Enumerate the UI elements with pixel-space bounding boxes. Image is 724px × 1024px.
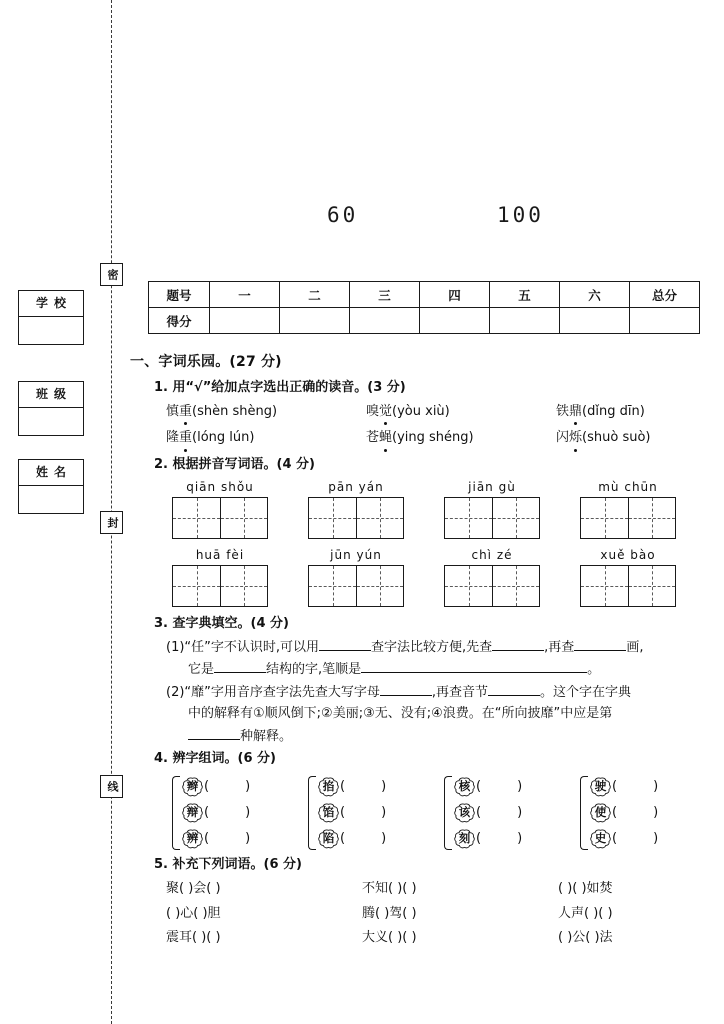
pinyin-label: jūn yún	[330, 548, 382, 562]
word-char: 闪	[556, 430, 570, 445]
character-entry	[318, 774, 438, 800]
dict-text: (2)“靡”字用音序查字法先查大写字母	[166, 684, 380, 700]
character-group-3	[438, 774, 574, 852]
info-label-class: 班级	[19, 382, 83, 408]
pinyin-label: chì zé	[471, 548, 513, 562]
character-entry	[318, 826, 438, 852]
pinyin-options: (dǐng dīn)	[582, 403, 645, 419]
tianzige-box[interactable]	[580, 565, 676, 607]
character-glyph: 辨	[186, 830, 199, 845]
flower-outline-icon	[182, 777, 203, 797]
fill-blank[interactable]	[361, 659, 587, 673]
dictionary-item-2-line-1	[166, 682, 710, 703]
idiom-item[interactable]: 腾( )驾( )	[362, 905, 417, 921]
idiom-item[interactable]: ( )公( )法	[558, 930, 613, 945]
score-table	[148, 281, 700, 334]
pronunciation-row-2	[166, 428, 710, 448]
dotted-char: 重	[179, 428, 192, 448]
pinyin-grid-row-2	[166, 546, 710, 607]
exam-content	[130, 352, 710, 953]
fill-blank[interactable]	[488, 682, 540, 696]
pronunciation-item[interactable]	[366, 402, 556, 422]
score-col-header-2: 二	[280, 282, 350, 308]
answer-parenthesis[interactable]: ( )	[612, 804, 659, 820]
fill-blank[interactable]	[380, 682, 432, 696]
dict-text: 。这个字在字典	[540, 684, 632, 700]
answer-parenthesis[interactable]: ( )	[340, 804, 387, 820]
dictionary-item-2-line-3	[166, 726, 710, 747]
score-cell-total[interactable]	[630, 308, 700, 334]
pinyin-options: (lóng lún)	[192, 430, 255, 445]
pinyin-grid-group	[166, 478, 302, 539]
question-4-body	[166, 774, 710, 852]
character-group-4	[574, 774, 710, 852]
character-glyph: 使	[594, 804, 607, 819]
score-cell-2[interactable]	[280, 308, 350, 334]
idiom-item[interactable]: 聚( )会( )	[166, 881, 221, 896]
pinyin-label: qiān shǒu	[186, 480, 254, 494]
answer-parenthesis[interactable]: ( )	[476, 830, 523, 846]
score-col-header-3: 三	[350, 282, 420, 308]
character-entry	[454, 774, 574, 800]
dictionary-item-2-line-2	[166, 704, 710, 724]
score-row-label-score: 得分	[149, 308, 210, 334]
info-box-name	[18, 459, 84, 514]
section-title-1: 一、字词乐园。(27 分)	[130, 354, 282, 370]
answer-parenthesis[interactable]: ( )	[612, 830, 659, 846]
pronunciation-item[interactable]	[166, 402, 366, 422]
dict-text: 种解释。	[240, 728, 293, 744]
seal-mark-feng: 封	[100, 511, 123, 534]
brace-bracket	[172, 776, 180, 850]
character-glyph: 掐	[322, 778, 335, 793]
character-glyph: 馅	[322, 804, 335, 819]
character-glyph: 史	[594, 830, 607, 845]
character-entry	[182, 826, 302, 852]
dictionary-item-1-line-2	[166, 659, 710, 680]
pronunciation-row-1	[166, 402, 710, 422]
brace-bracket	[580, 776, 588, 850]
flower-outline-icon	[318, 803, 339, 823]
character-entry	[454, 800, 574, 826]
dotted-char: 重	[179, 402, 192, 422]
pinyin-grid-group	[302, 478, 438, 539]
fill-blank[interactable]	[214, 659, 266, 673]
answer-parenthesis[interactable]: ( )	[476, 778, 523, 794]
dict-text: (1)“任”字不认识时,可以用	[166, 639, 320, 655]
flower-outline-icon	[182, 829, 203, 849]
score-cell-4[interactable]	[420, 308, 490, 334]
character-group-2	[302, 774, 438, 852]
question-4-title: 4. 辨字组词。(6 分)	[154, 751, 276, 766]
score-cell-1[interactable]	[210, 308, 280, 334]
character-glyph: 刻	[458, 830, 471, 845]
pinyin-grid-group	[438, 546, 574, 607]
idiom-item[interactable]: 大义( )( )	[362, 930, 417, 945]
tianzige-box[interactable]	[308, 497, 404, 539]
pinyin-grid-group	[166, 546, 302, 607]
tianzige-box[interactable]	[172, 565, 268, 607]
character-glyph: 辫	[186, 778, 199, 793]
table-row-scores	[149, 308, 700, 334]
answer-parenthesis[interactable]: ( )	[340, 830, 387, 846]
time-limit-value: 60	[327, 203, 359, 227]
dictionary-item-1-line-1	[166, 637, 710, 658]
character-entry	[454, 826, 574, 852]
score-row-label-question: 题号	[149, 282, 210, 308]
pinyin-grid-row-1	[166, 478, 710, 539]
flower-outline-icon	[454, 777, 475, 797]
answer-parenthesis[interactable]: ( )	[476, 804, 523, 820]
flower-outline-icon	[454, 803, 475, 823]
idiom-item[interactable]: ( )心( )胆	[166, 905, 221, 921]
idiom-item[interactable]: 人声( )( )	[558, 905, 613, 921]
flower-outline-icon	[318, 777, 339, 797]
tianzige-box[interactable]	[172, 497, 268, 539]
seal-mark-xian: 线	[100, 775, 123, 798]
pronunciation-item[interactable]	[166, 428, 366, 448]
tianzige-box[interactable]	[308, 565, 404, 607]
pinyin-options: (shèn shèng)	[192, 403, 278, 419]
fill-blank[interactable]	[492, 637, 544, 651]
flower-outline-icon	[182, 803, 203, 823]
score-cell-6[interactable]	[560, 308, 630, 334]
flower-outline-icon	[318, 829, 339, 849]
pinyin-grid-group	[574, 478, 710, 539]
question-2-title: 2. 根据拼音写词语。(4 分)	[154, 456, 315, 472]
dict-text: 它是	[188, 662, 215, 677]
dict-text: ,再查音节	[431, 684, 489, 700]
character-entry	[590, 774, 710, 800]
pinyin-grid-group	[574, 546, 710, 607]
question-5-title: 5. 补充下列词语。(6 分)	[154, 856, 302, 872]
character-glyph: 该	[458, 804, 471, 819]
fill-blank[interactable]	[188, 726, 240, 740]
brace-bracket	[444, 776, 452, 850]
word-char: 苍	[366, 430, 380, 445]
info-field-school[interactable]	[19, 317, 83, 344]
character-glyph: 核	[458, 778, 471, 793]
total-score-value: 100	[497, 203, 544, 227]
pinyin-grid-group	[438, 478, 574, 539]
word-char: 隆	[166, 430, 180, 445]
pinyin-label: xuě bào	[600, 548, 656, 562]
dict-text: 。	[587, 662, 601, 677]
question-3-title: 3. 查字典填空。(4 分)	[154, 616, 289, 631]
score-col-header-6: 六	[560, 282, 630, 308]
tianzige-box[interactable]	[580, 497, 676, 539]
pinyin-label: pān yán	[328, 480, 384, 494]
idiom-item[interactable]: 震耳( )( )	[166, 930, 221, 945]
flower-outline-icon	[454, 829, 475, 849]
info-field-name[interactable]	[19, 486, 83, 513]
dotted-char: 觉	[379, 402, 392, 422]
info-label-name: 姓名	[19, 460, 83, 486]
dict-text: 查字法比较方便,先查	[371, 639, 493, 655]
pinyin-label: mù chūn	[598, 480, 658, 494]
answer-parenthesis[interactable]: ( )	[612, 778, 659, 794]
dict-text: ,再查	[544, 639, 575, 655]
question-2-body	[166, 478, 710, 607]
character-entry	[590, 800, 710, 826]
score-cell-5[interactable]	[490, 308, 560, 334]
idiom-row-1	[166, 879, 710, 899]
character-group-1	[166, 774, 302, 852]
character-entry	[182, 774, 302, 800]
info-label-school: 学校	[19, 291, 83, 317]
pronunciation-item[interactable]	[556, 428, 650, 448]
dotted-char: 烁	[569, 428, 582, 448]
pronunciation-item[interactable]	[366, 428, 556, 448]
pinyin-options: (yòu xiù)	[392, 403, 450, 419]
character-entry	[318, 800, 438, 826]
flower-outline-icon	[590, 803, 611, 823]
brace-bracket	[308, 776, 316, 850]
pinyin-label: jiān gù	[468, 480, 516, 494]
info-box-school	[18, 290, 84, 345]
seal-mark-mi: 密	[100, 263, 123, 286]
score-col-header-total: 总分	[630, 282, 700, 308]
dict-text: 结构的字,笔顺是	[266, 662, 362, 677]
question-1-title: 1. 用“√”给加点字选出正确的读音。(3 分)	[154, 380, 406, 395]
character-glyph: 驶	[594, 778, 607, 793]
answer-parenthesis[interactable]: ( )	[204, 778, 251, 794]
pinyin-grid-group	[302, 546, 438, 607]
idiom-item[interactable]: ( )( )如焚	[558, 881, 613, 896]
character-glyph: 辩	[186, 804, 199, 819]
pinyin-options: (ying shéng)	[392, 430, 474, 445]
flower-outline-icon	[590, 829, 611, 849]
character-discrimination-row	[166, 774, 710, 852]
flower-outline-icon	[590, 777, 611, 797]
tianzige-box[interactable]	[444, 565, 540, 607]
table-row-question-numbers	[149, 282, 700, 308]
idiom-item[interactable]: 不知( )( )	[362, 881, 417, 896]
dict-text: 中的解释有①顺风倒下;②美丽;③无、没有;④浪费。在“所向披靡”中应是第	[188, 706, 613, 721]
info-box-class	[18, 381, 84, 436]
pinyin-options: (shuò suò)	[582, 430, 651, 445]
answer-parenthesis[interactable]: ( )	[340, 778, 387, 794]
idiom-row-2	[166, 904, 710, 924]
idiom-row-3	[166, 928, 710, 948]
character-glyph: 陷	[322, 830, 335, 845]
score-col-header-5: 五	[490, 282, 560, 308]
word-char: 慎	[166, 403, 180, 419]
answer-parenthesis[interactable]: ( )	[204, 830, 251, 846]
dict-text: 画,	[626, 639, 644, 655]
score-col-header-4: 四	[420, 282, 490, 308]
dotted-char: 鼎	[569, 402, 582, 422]
word-char: 铁	[556, 403, 570, 419]
dotted-char: 蝇	[379, 428, 392, 448]
question-5-body	[166, 879, 710, 948]
word-char: 嗅	[366, 403, 380, 419]
answer-parenthesis[interactable]: ( )	[204, 804, 251, 820]
character-entry	[590, 826, 710, 852]
info-field-class[interactable]	[19, 408, 83, 435]
fill-blank[interactable]	[574, 637, 626, 651]
character-entry	[182, 800, 302, 826]
tianzige-box[interactable]	[444, 497, 540, 539]
question-3-body	[166, 637, 710, 747]
question-1-body	[166, 402, 710, 448]
score-cell-3[interactable]	[350, 308, 420, 334]
pinyin-label: huā fèi	[195, 548, 245, 562]
score-col-header-1: 一	[210, 282, 280, 308]
pronunciation-item[interactable]	[556, 402, 645, 422]
fill-blank[interactable]	[319, 637, 371, 651]
